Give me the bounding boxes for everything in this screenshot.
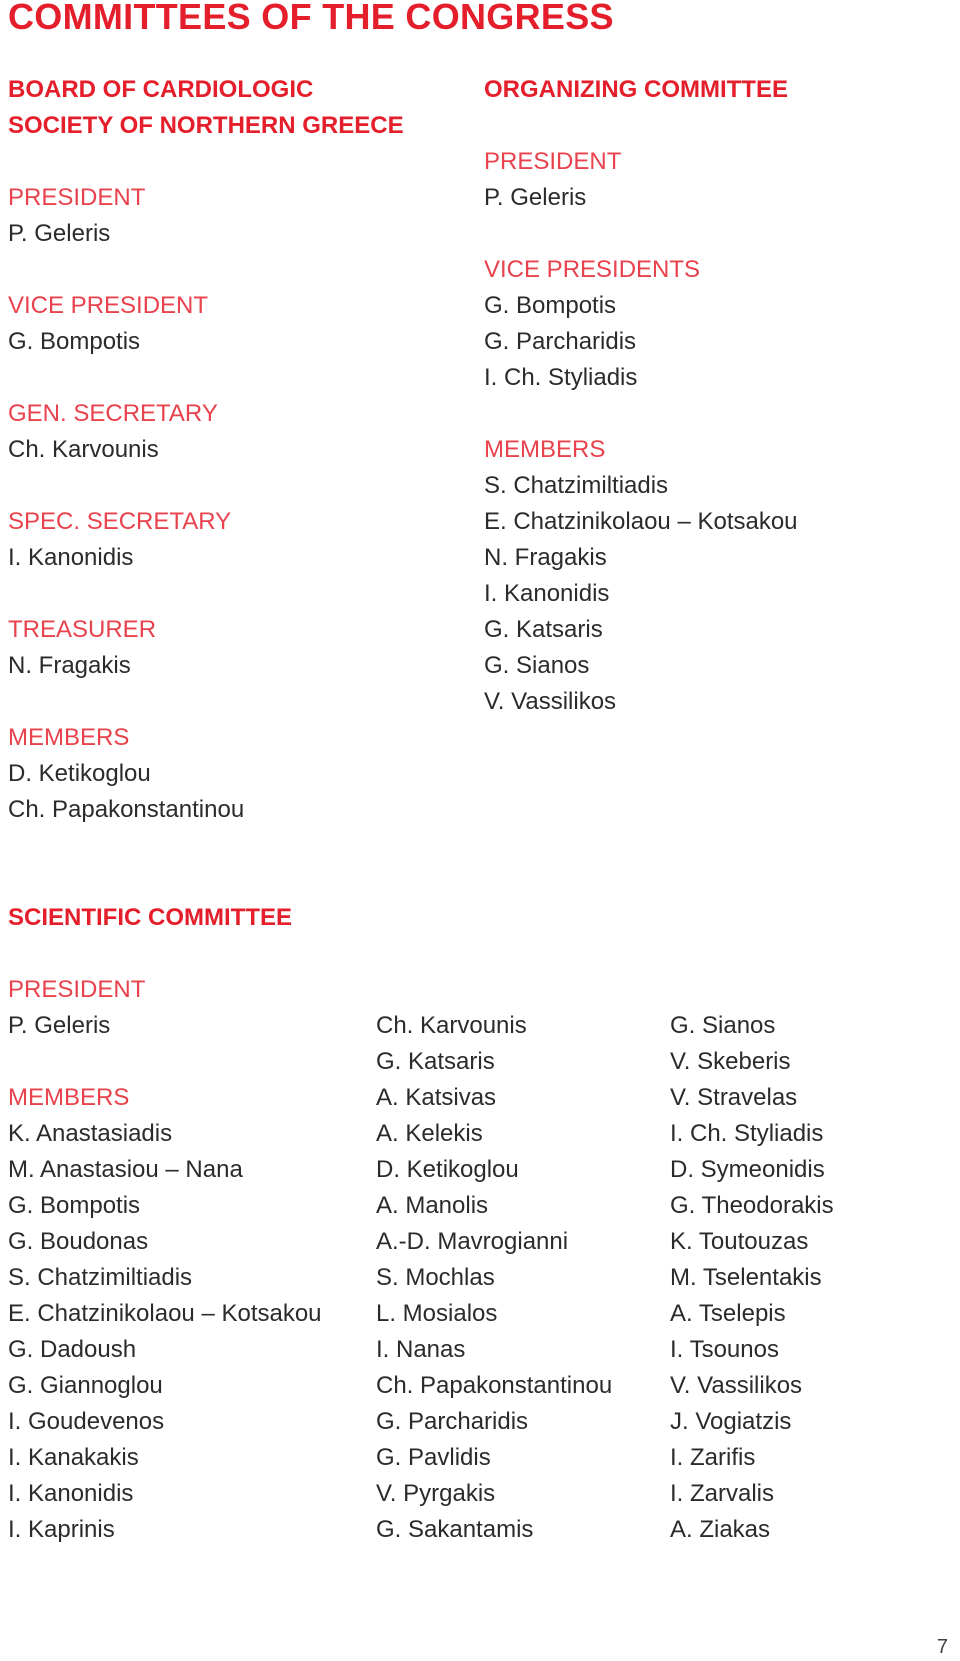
organizing-group <box>484 432 904 720</box>
board-section <box>8 72 428 828</box>
scientific-member-name: V. Stravelas <box>670 1084 798 1111</box>
board-member-name: Ch. Papakonstantinou <box>8 796 245 823</box>
scientific-member-name: A. Tselepis <box>670 1300 786 1327</box>
organizing-heading: ORGANIZING COMMITTEE <box>484 76 788 103</box>
scientific-member-name: I. Goudevenos <box>8 1408 165 1435</box>
scientific-member-name: J. Vogiatzis <box>670 1408 792 1435</box>
board-member-name: Ch. Karvounis <box>8 436 159 463</box>
scientific-member-name: S. Mochlas <box>376 1264 495 1291</box>
scientific-member-name: I. Zarvalis <box>670 1480 775 1507</box>
scientific-member-name: A. Manolis <box>376 1192 489 1219</box>
organizing-member-name: I. Ch. Styliadis <box>484 364 638 391</box>
scientific-member-name: G. Sakantamis <box>376 1516 534 1543</box>
organizing-section <box>484 72 904 720</box>
scientific-member-name: G. Boudonas <box>8 1228 149 1255</box>
scientific-member-name: V. Vassilikos <box>670 1372 803 1399</box>
board-member-name: G. Bompotis <box>8 328 141 355</box>
scientific-member-name: M. Tselentakis <box>670 1264 822 1291</box>
scientific-member-name: G. Katsaris <box>376 1048 495 1075</box>
organizing-member-name: G. Sianos <box>484 652 590 679</box>
scientific-member-name: G. Giannoglou <box>8 1372 163 1399</box>
board-member-name: D. Ketikoglou <box>8 760 151 787</box>
board-group <box>8 504 428 576</box>
scientific-member-name: Ch. Papakonstantinou <box>376 1372 613 1399</box>
scientific-member-name: A.-D. Mavrogianni <box>376 1228 569 1255</box>
scientific-member-name: I. Tsounos <box>670 1336 779 1363</box>
scientific-member-name: G. Theodorakis <box>670 1192 834 1219</box>
board-member-name: N. Fragakis <box>8 652 131 679</box>
scientific-member-name: V. Skeberis <box>670 1048 791 1075</box>
organizing-member-name: G. Bompotis <box>484 292 617 319</box>
organizing-role-label: PRESIDENT <box>484 148 622 175</box>
scientific-column-3 <box>670 1008 930 1548</box>
organizing-group <box>484 252 904 396</box>
scientific-members-role: MEMBERS <box>8 1084 130 1111</box>
board-role-label: TREASURER <box>8 616 157 643</box>
organizing-member-name: N. Fragakis <box>484 544 607 571</box>
scientific-member-name: D. Symeonidis <box>670 1156 825 1183</box>
organizing-groups <box>484 144 904 720</box>
organizing-member-name: G. Parcharidis <box>484 328 637 355</box>
scientific-member-name: I. Zarifis <box>670 1444 756 1471</box>
scientific-member-name: K. Anastasiadis <box>8 1120 173 1147</box>
scientific-member-name: A. Kelekis <box>376 1120 483 1147</box>
scientific-member-name: I. Kaprinis <box>8 1516 115 1543</box>
page-title: COMMITTEES OF THE CONGRESS <box>8 0 614 37</box>
organizing-group <box>484 144 904 216</box>
organizing-role-label: VICE PRESIDENTS <box>484 256 701 283</box>
organizing-member-name: V. Vassilikos <box>484 688 617 715</box>
spacer <box>8 144 428 180</box>
board-role-label: SPEC. SECRETARY <box>8 508 232 535</box>
board-group <box>8 720 428 828</box>
scientific-member-name: G. Pavlidis <box>376 1444 491 1471</box>
scientific-member-name: I. Nanas <box>376 1336 466 1363</box>
scientific-member-name: I. Kanonidis <box>8 1480 134 1507</box>
board-heading-line1: BOARD OF CARDIOLOGIC <box>8 76 314 103</box>
board-groups <box>8 180 428 828</box>
board-member-name: P. Geleris <box>8 220 111 247</box>
scientific-section <box>8 900 908 936</box>
board-group <box>8 396 428 468</box>
scientific-president-role: PRESIDENT <box>8 976 146 1003</box>
scientific-member-name: Ch. Karvounis <box>376 1012 527 1039</box>
organizing-member-name: I. Kanonidis <box>484 580 610 607</box>
scientific-member-name: G. Bompotis <box>8 1192 141 1219</box>
scientific-member-name: I. Ch. Styliadis <box>670 1120 824 1147</box>
board-role-label: GEN. SECRETARY <box>8 400 218 427</box>
page-number: 7 <box>936 1636 948 1658</box>
scientific-heading: SCIENTIFIC COMMITTEE <box>8 904 292 931</box>
scientific-member-name: L. Mosialos <box>376 1300 498 1327</box>
scientific-member-name: A. Ziakas <box>670 1516 771 1543</box>
scientific-column-2 <box>376 1008 656 1548</box>
organizing-member-name: G. Katsaris <box>484 616 603 643</box>
board-role-label: MEMBERS <box>8 724 130 751</box>
board-group <box>8 288 428 360</box>
scientific-member-name: G. Parcharidis <box>376 1408 529 1435</box>
organizing-member-name: P. Geleris <box>484 184 587 211</box>
scientific-member-name: G. Dadoush <box>8 1336 137 1363</box>
scientific-member-name: E. Chatzinikolaou – Kotsakou <box>8 1300 322 1327</box>
organizing-member-name: S. Chatzimiltiadis <box>484 472 669 499</box>
scientific-member-name: M. Anastasiou – Nana <box>8 1156 243 1183</box>
scientific-col1-list <box>8 1116 368 1548</box>
board-heading-line2: SOCIETY OF NORTHERN GREECE <box>8 112 404 139</box>
scientific-member-name: S. Chatzimiltiadis <box>8 1264 193 1291</box>
scientific-member-name: A. Katsivas <box>376 1084 497 1111</box>
spacer <box>484 108 904 144</box>
scientific-member-name: D. Ketikoglou <box>376 1156 519 1183</box>
scientific-member-name: I. Kanakakis <box>8 1444 139 1471</box>
board-role-label: VICE PRESIDENT <box>8 292 209 319</box>
board-role-label: PRESIDENT <box>8 184 146 211</box>
scientific-member-name: V. Pyrgakis <box>376 1480 496 1507</box>
scientific-president-name: P. Geleris <box>8 1012 111 1039</box>
scientific-column-1 <box>8 972 368 1548</box>
board-group <box>8 180 428 252</box>
spacer <box>8 1044 368 1080</box>
board-member-name: I. Kanonidis <box>8 544 134 571</box>
scientific-member-name: G. Sianos <box>670 1012 776 1039</box>
board-group <box>8 612 428 684</box>
organizing-role-label: MEMBERS <box>484 436 606 463</box>
scientific-member-name: K. Toutouzas <box>670 1228 809 1255</box>
organizing-member-name: E. Chatzinikolaou – Kotsakou <box>484 508 798 535</box>
